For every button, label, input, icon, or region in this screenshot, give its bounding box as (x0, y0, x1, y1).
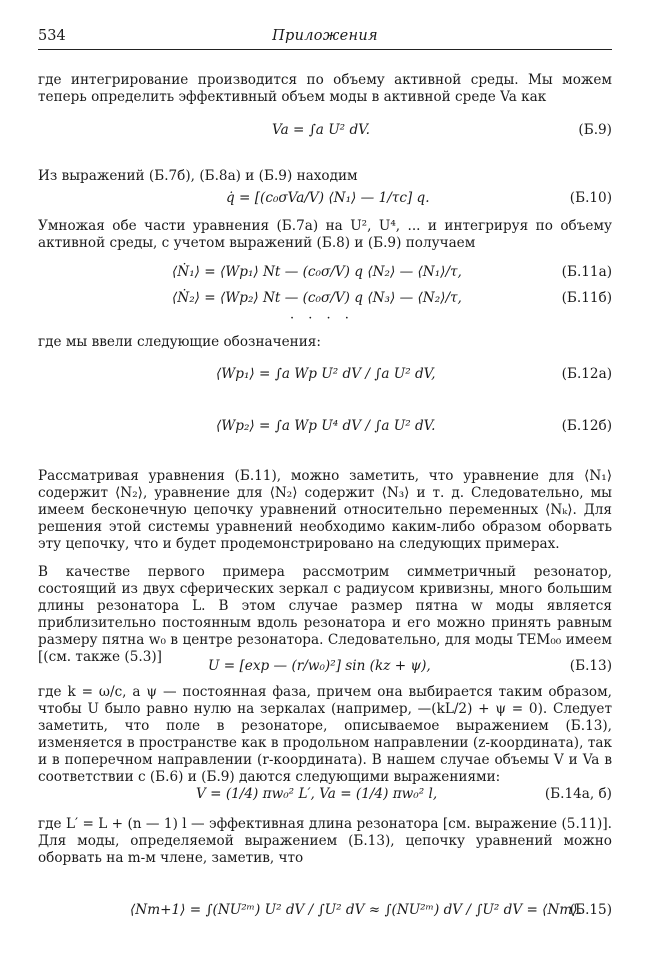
header-rule (38, 49, 612, 50)
running-title: Приложения (272, 28, 378, 44)
equation-b12a-formula: ⟨Wp₁⟩ = ∫a Wp U² dV / ∫a U² dV, (216, 366, 436, 382)
equation-b13-formula: U = [exp — (r/w₀)²] sin (kz + ψ), (208, 658, 431, 674)
paragraph-2: Из выражений (Б.7б), (Б.8а) и (Б.9) находим (38, 168, 358, 184)
equation-b11a-number: (Б.11а) (561, 264, 612, 280)
equation-b14 (38, 784, 612, 804)
page-number: 534 (38, 28, 66, 44)
equation-b15-formula: ⟨Nm+1⟩ = ∫(NU²ᵐ) U² dV / ∫U² dV ≈ ∫(NU²ᵐ) dV / ∫U² dV = ⟨Nm⟩. (130, 902, 582, 918)
equation-b14-number: (Б.14а, б) (544, 786, 612, 802)
paragraph-3: Умножая обе части уравнения (Б.7а) на U², U⁴, ... и интегрируя по объему активной среды, с учетом выражений (Б.8) и (Б.9) получаем (38, 218, 612, 251)
equation-b10 (38, 188, 612, 208)
paragraph-8: где L′ = L + (n — 1) l — эффективная длина резонатора [см. выражение (5.11)]. Для моды, определяемой выражением (Б.13), цепочку уравнений можно оборвать на m-м члене, заметив, что (38, 816, 612, 866)
equation-b10-formula: q̇ = [(c₀σVa/V) ⟨N₁⟩ — 1/τc] q. (226, 190, 430, 206)
ellipsis: · · · · (290, 311, 354, 326)
paragraph-5: Рассматривая уравнения (Б.11), можно заметить, что уравнение для ⟨N₁⟩ содержит ⟨N₂⟩, уравнение для ⟨N₂⟩ содержит ⟨N₃⟩ и т. д. Следовательно, мы имеем бесконечную цепочку уравнений относительно переменных ⟨Nₖ⟩. Для решения этой системы уравнений необходимо каким-либо образом оборвать эту цепочку, что и будет продемонстрировано на следующих примерах. (38, 468, 612, 552)
equation-b11a-formula: ⟨Ṅ₁⟩ = ⟨Wp₁⟩ Nt — (c₀σ/V) q ⟨N₂⟩ — ⟨N₁⟩/τ, (172, 264, 462, 280)
equation-b12b-formula: ⟨Wp₂⟩ = ∫a Wp U⁴ dV / ∫a U² dV. (216, 418, 436, 434)
equation-b11b-number: (Б.11б) (561, 290, 612, 306)
paragraph-1: где интегрирование производится по объему активной среды. Мы можем теперь определить эффективный объем моды в активной среде Va как (38, 72, 612, 105)
equation-b11b-formula: ⟨Ṅ₂⟩ = ⟨Wp₂⟩ Nt — (c₀σ/V) q ⟨N₃⟩ — ⟨N₂⟩/τ, (172, 290, 462, 306)
paragraph-6: В качестве первого примера рассмотрим симметричный резонатор, состоящий из двух сферических зеркал с радиусом кривизны, много большим длины резонатора L. В этом случае размер пятна w моды является приблизительно постоянным вдоль резонатора и его можно принять равным размеру пятна w₀ в центре резонатора. Следовательно, для моды TEM₀₀ имеем [(см. также (5.3)] (38, 564, 612, 665)
paragraph-7: где k = ω/c, а ψ — постоянная фаза, причем она выбирается таким образом, чтобы U было равно нулю на зеркалах (например, —(kL/2) + ψ = 0). Следует заметить, что поле в резонаторе, описываемое выражением (Б.13), изменяется в пространстве как в продольном направлении (z-координата), так и в поперечном направлении (r-координата). В нашем случае объемы V и Va в соответствии с (Б.6) и (Б.9) даются следующими выражениями: (38, 684, 612, 785)
equation-b15 (38, 900, 612, 920)
equation-b10-number: (Б.10) (569, 190, 612, 206)
equation-b12b-number: (Б.12б) (561, 418, 612, 434)
equation-b12b (38, 416, 612, 436)
paragraph-4: где мы ввели следующие обозначения: (38, 334, 321, 350)
equation-b13 (38, 656, 612, 676)
equation-b14-formula: V = (1/4) πw₀² L′, Va = (1/4) πw₀² l, (196, 786, 438, 802)
equation-b9-formula: Va = ∫a U² dV. (272, 122, 370, 138)
equation-b12a (38, 364, 612, 384)
equation-b11a (38, 262, 612, 282)
equation-b13-number: (Б.13) (569, 658, 612, 674)
equation-b9 (38, 120, 612, 140)
equation-b12a-number: (Б.12а) (561, 366, 612, 382)
equation-b11b (38, 288, 612, 308)
equation-b9-number: (Б.9) (578, 122, 612, 138)
equation-b15-number: (Б.15) (569, 902, 612, 918)
